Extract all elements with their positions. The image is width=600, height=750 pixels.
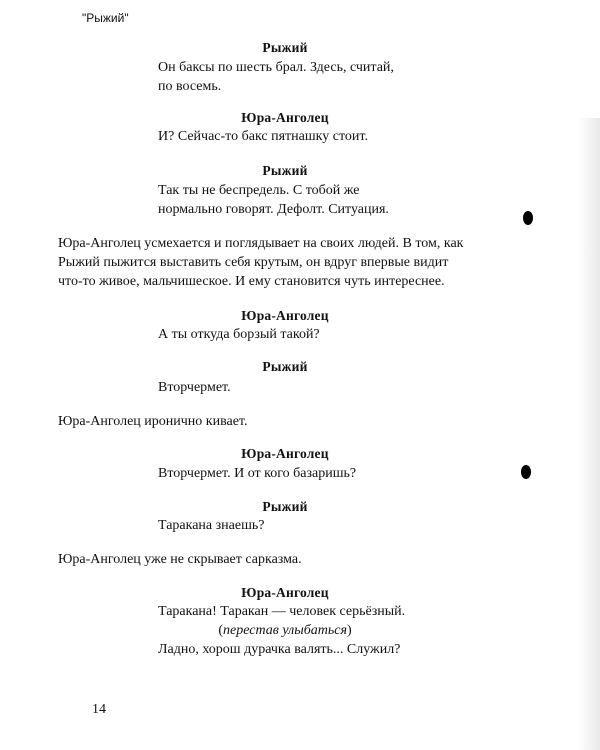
binder-hole-icon [523,211,533,225]
dialogue-line: Вторчермет. И от кого базаришь? [158,466,357,481]
parenthetical-text: перестав улыбаться [223,623,347,638]
dialogue-line: Он баксы по шесть брал. Здесь, считай, [158,60,394,75]
speaker-name: Рыжий [262,499,308,514]
dialogue-line: Таракана! Таракан — человек серьёзный. [158,604,406,619]
action-line: Юра-Анголец усмехается и поглядывает на своих людей. В том, как [58,236,464,251]
speaker-name: Юра-Анголец [241,585,329,600]
action-line: Рыжий пыжится выставить себя крутым, он вдруг впервые видит [58,255,449,270]
dialogue-line: Так ты не беспредель. С тобой же [158,183,360,198]
speaker-name: Рыжий [262,359,308,374]
speaker-name: Юра-Анголец [241,110,329,125]
page-edge-shadow [578,118,600,750]
dialogue-line: И? Сейчас-то бакс пятнашку стоит. [158,129,368,144]
dialogue-line: по восемь. [158,79,222,94]
running-header: "Рыжий" [82,11,129,25]
dialogue-line: Таракана знаешь? [158,518,265,533]
speaker-name: Юра-Анголец [241,446,329,461]
dialogue-line: Ладно, хорош дурачка валять... Служил? [158,642,401,657]
parenthetical: (перестав улыбаться) [218,623,352,638]
speaker-name: Рыжий [262,163,308,178]
dialogue-line: Вторчермет. [158,380,231,395]
speaker-name: Юра-Анголец [241,308,329,323]
action-line: Юра-Анголец иронично кивает. [58,414,248,429]
binder-hole-icon [521,465,531,479]
dialogue-line: А ты откуда борзый такой? [158,327,320,342]
dialogue-line: нормально говорят. Дефолт. Ситуация. [158,202,389,217]
page-number: 14 [92,702,106,717]
speaker-name: Рыжий [262,40,308,55]
action-line: что-то живое, мальчишеское. И ему становится чуть интереснее. [58,274,445,289]
action-line: Юра-Анголец уже не скрывает сарказма. [58,552,302,567]
